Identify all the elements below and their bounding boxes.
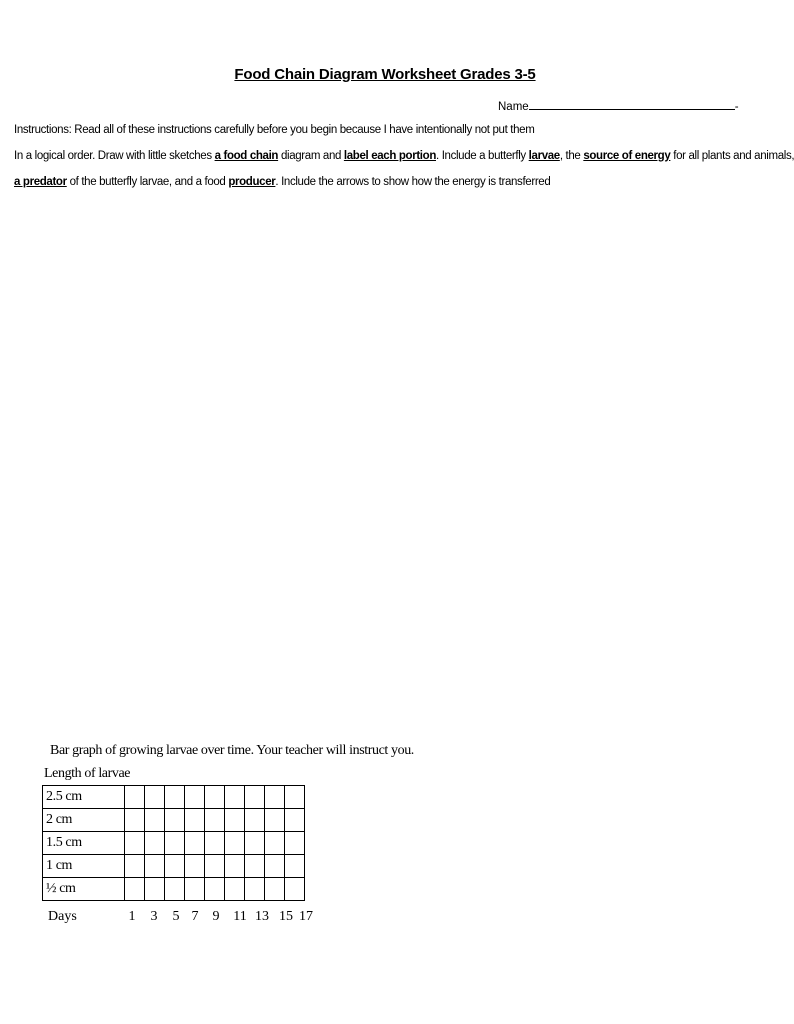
- grid-cell[interactable]: [145, 786, 165, 809]
- day-label: 1: [128, 909, 136, 924]
- grid-cell[interactable]: [205, 878, 225, 901]
- graph-y-title: Length of larvae: [44, 766, 131, 781]
- grid-row: [43, 855, 305, 878]
- keyword-producer: producer: [228, 176, 276, 188]
- instr-text: diagram and: [278, 150, 344, 162]
- day-label: 11: [233, 909, 247, 924]
- keyword-food-chain: a food chain: [214, 150, 279, 162]
- grid-cell[interactable]: [165, 809, 185, 832]
- name-field[interactable]: [498, 98, 739, 113]
- grid-cell[interactable]: [225, 809, 245, 832]
- grid-cell[interactable]: [185, 809, 205, 832]
- instr-text: for all plants and animals,: [670, 150, 794, 162]
- instructions-line-3: [14, 176, 550, 188]
- keyword-source-of-energy: source of energy: [583, 150, 671, 162]
- keyword-label-each-portion: label each portion: [343, 150, 436, 162]
- grid-cell[interactable]: [225, 878, 245, 901]
- grid-cell[interactable]: [225, 786, 245, 809]
- grid-cell[interactable]: [265, 786, 285, 809]
- grid-cell[interactable]: [205, 809, 225, 832]
- instr-text: , the: [559, 150, 584, 162]
- larvae-bar-graph-grid: [42, 785, 305, 901]
- instr-text: In a logical order. Draw with little sketches: [14, 150, 215, 162]
- grid-cell[interactable]: [265, 809, 285, 832]
- grid-row-label: 2.5 cm: [43, 786, 125, 809]
- keyword-larvae: larvae: [528, 150, 560, 162]
- name-blank-line[interactable]: [529, 98, 735, 110]
- grid-cell[interactable]: [125, 878, 145, 901]
- grid-cell[interactable]: [245, 832, 265, 855]
- grid-cell[interactable]: [285, 832, 305, 855]
- instructions-line-2: [14, 150, 794, 162]
- grid-cell[interactable]: [265, 832, 285, 855]
- day-label: 9: [212, 909, 220, 924]
- grid-cell[interactable]: [125, 786, 145, 809]
- grid-row-label: 1.5 cm: [43, 832, 125, 855]
- grid-cell[interactable]: [165, 832, 185, 855]
- day-label: 15: [279, 909, 293, 924]
- day-label: 3: [150, 909, 158, 924]
- grid-cell[interactable]: [125, 809, 145, 832]
- grid-cell[interactable]: [265, 855, 285, 878]
- grid-row: [43, 832, 305, 855]
- grid-cell[interactable]: [205, 786, 225, 809]
- grid-cell[interactable]: [145, 878, 165, 901]
- worksheet-title: Food Chain Diagram Worksheet Grades 3-5: [234, 66, 536, 83]
- grid-cell[interactable]: [285, 855, 305, 878]
- grid-cell[interactable]: [125, 832, 145, 855]
- grid-cell[interactable]: [185, 832, 205, 855]
- grid-cell[interactable]: [225, 855, 245, 878]
- grid-cell[interactable]: [205, 855, 225, 878]
- grid-cell[interactable]: [285, 878, 305, 901]
- grid-cell[interactable]: [245, 855, 265, 878]
- grid-cell[interactable]: [225, 832, 245, 855]
- grid-cell[interactable]: [165, 855, 185, 878]
- instr-text: . Include the arrows to show how the energy is transferred: [275, 176, 551, 188]
- grid-row: [43, 878, 305, 901]
- day-label: 17: [299, 909, 313, 924]
- grid-row-label: 1 cm: [43, 855, 125, 878]
- grid-cell[interactable]: [145, 809, 165, 832]
- name-label: Name: [498, 101, 529, 113]
- grid-row-label: 2 cm: [43, 809, 125, 832]
- instructions-line-1: Instructions: Read all of these instructions carefully before you begin because I have intentionally not put them: [14, 124, 535, 136]
- grid-row: [43, 809, 305, 832]
- grid-row: [43, 786, 305, 809]
- instr-text: of the butterfly larvae, and a food: [66, 176, 229, 188]
- name-suffix: -: [734, 101, 739, 113]
- grid-cell[interactable]: [265, 878, 285, 901]
- day-label: 13: [255, 909, 269, 924]
- instr-text: . Include a butterfly: [436, 150, 529, 162]
- grid-cell[interactable]: [165, 878, 185, 901]
- grid-cell[interactable]: [185, 878, 205, 901]
- grid-cell[interactable]: [145, 855, 165, 878]
- grid-cell[interactable]: [205, 832, 225, 855]
- graph-caption: Bar graph of growing larvae over time. Your teacher will instruct you.: [50, 743, 414, 758]
- grid-cell[interactable]: [245, 809, 265, 832]
- grid-cell[interactable]: [245, 786, 265, 809]
- keyword-predator: a predator: [14, 176, 67, 188]
- grid-row-label: ½ cm: [43, 878, 125, 901]
- grid-cell[interactable]: [285, 809, 305, 832]
- grid-cell[interactable]: [165, 786, 185, 809]
- grid-cell[interactable]: [185, 855, 205, 878]
- grid-cell[interactable]: [125, 855, 145, 878]
- grid-cell[interactable]: [285, 786, 305, 809]
- grid-cell[interactable]: [145, 832, 165, 855]
- day-label: 7: [191, 909, 199, 924]
- grid-cell[interactable]: [245, 878, 265, 901]
- grid-cell[interactable]: [185, 786, 205, 809]
- graph-x-title: Days: [48, 909, 77, 924]
- day-label: 5: [172, 909, 180, 924]
